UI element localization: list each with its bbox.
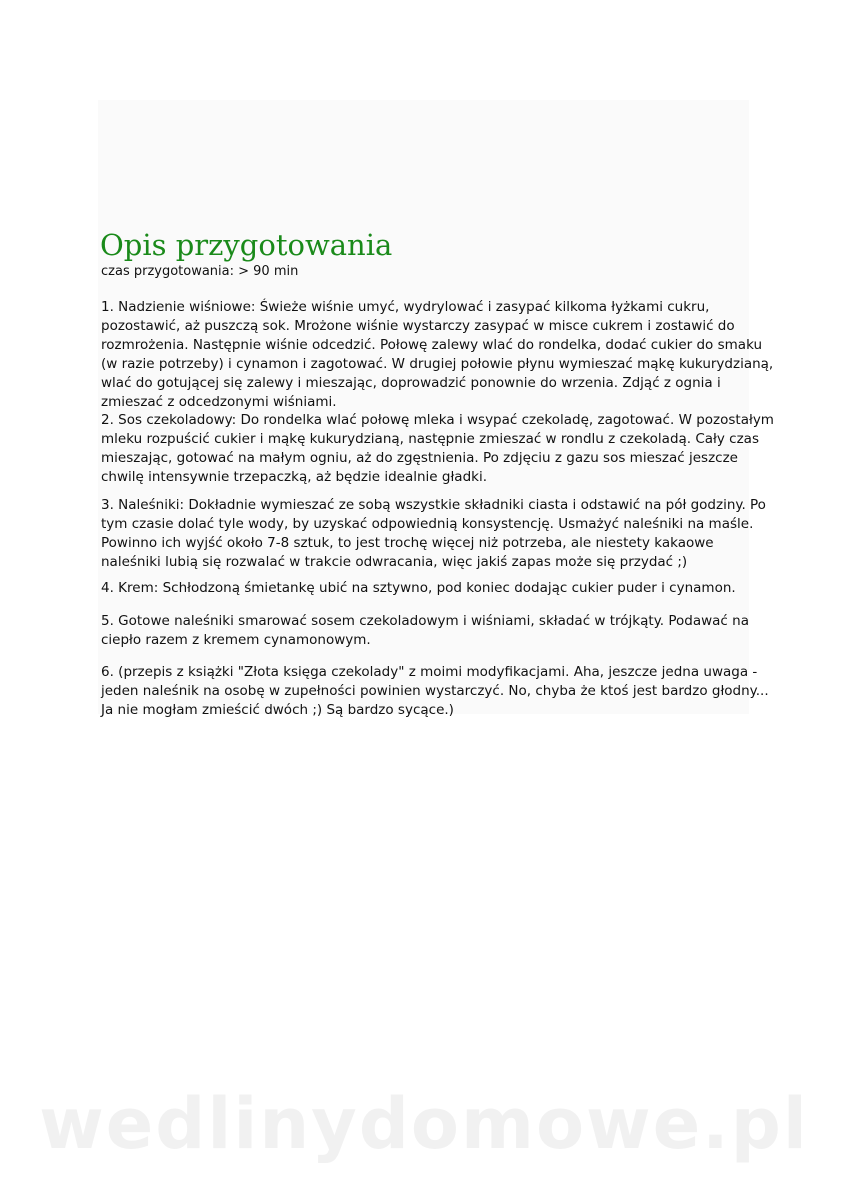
- text-line: mieszając, gotować na małym ogniu, aż do zgęstnienia. Po zdjęciu z gazu sos mieszać jeszcze: [101, 450, 738, 466]
- step-cherry-filling: [101, 298, 774, 412]
- text-line: rozmrożenia. Następnie wiśnie odcedzić. Połowę zalewy wlać do rondelka, dodać cukier do smaku: [101, 337, 763, 353]
- step-pancakes: [101, 496, 766, 572]
- site-watermark: wedlinydomowe.pl: [39, 1083, 809, 1165]
- text-line: tym czasie dolać tyle wody, by uzyskać odpowiednią konsystencję. Usmażyć naleśniki na maśle.: [101, 516, 754, 532]
- text-line: 3. Naleśniki: Dokładnie wymieszać ze sobą wszystkie składniki ciasta i odstawić na pół godziny. Po: [101, 497, 766, 513]
- text-line: ciepło razem z kremem cynamonowym.: [101, 632, 371, 648]
- text-line: chwilę intensywnie trzepaczką, aż będzie idealnie gładki.: [101, 469, 487, 485]
- text-line: jeden naleśnik na osobę w zupełności powinien wystarczyć. No, chyba że ktoś jest bardzo głodny...: [101, 683, 769, 699]
- text-line: 2. Sos czekoladowy: Do rondelka wlać połowę mleka i wsypać czekoladę, zagotować. W pozostałym: [101, 412, 774, 428]
- text-line: (w razie potrzeby) i cynamon i zagotować. W drugiej połowie płynu wymieszać mąkę kukurydzianą,: [101, 356, 774, 372]
- text-line: 5. Gotowe naleśniki smarować sosem czekoladowym i wiśniami, składać w trójkąty. Podawać na: [101, 613, 749, 629]
- text-line: naleśniki lubią się rozwalać w trakcie odwracania, więc jakiś zapas może się przydać ;): [101, 554, 688, 570]
- text-line: Powinno ich wyjść około 7-8 sztuk, to jest trochę więcej niż potrzeba, ale niestety kakaowe: [101, 535, 714, 551]
- text-line: 1. Nadzienie wiśniowe: Świeże wiśnie umyć, wydrylować i zasypać kilkoma łyżkami cukru,: [101, 299, 710, 315]
- text-line: zmieszać z odcedzonymi wiśniami.: [101, 394, 337, 410]
- text-line: mleku rozpuścić cukier i mąkę kukurydzianą, następnie zmieszać w rondlu z czekoladą. Cały czas: [101, 431, 759, 447]
- recipe-section-heading: Opis przygotowania: [100, 228, 393, 262]
- step-serving: [101, 612, 749, 650]
- text-line: Ja nie mogłam zmieścić dwóch ;) Są bardzo sycące.): [101, 702, 454, 718]
- preparation-time: czas przygotowania: > 90 min: [101, 264, 299, 279]
- text-line: 4. Krem: Schłodzoną śmietankę ubić na sztywno, pod koniec dodając cukier puder i cynamon.: [101, 580, 736, 596]
- text-line: pozostawić, aż puszczą sok. Mrożone wiśnie wystarczy zasypać w misce cukrem i zostawić do: [101, 318, 735, 334]
- text-line: wlać do gotującej się zalewy i mieszając, doprowadzić ponownie do wrzenia. Zdjąć z ognia i: [101, 375, 721, 391]
- step-chocolate-sauce: [101, 411, 774, 487]
- step-notes: [101, 663, 769, 720]
- text-line: 6. (przepis z książki "Złota księga czekolady" z moimi modyfikacjami. Aha, jeszcze jedna uwaga -: [101, 664, 758, 680]
- step-cream: [101, 579, 741, 598]
